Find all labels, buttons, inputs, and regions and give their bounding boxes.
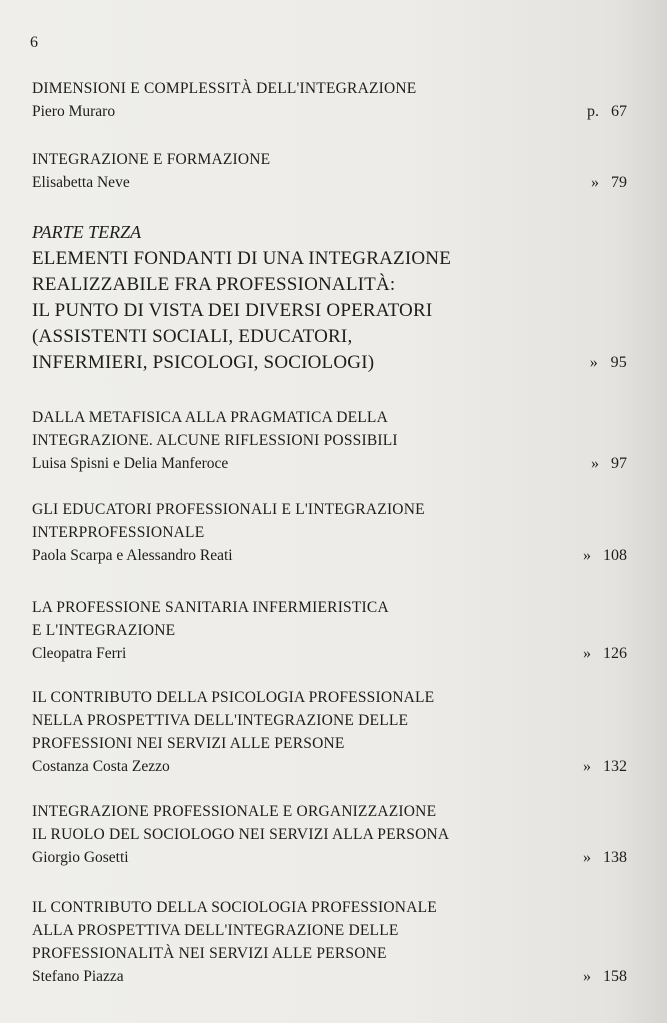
entry-title-line: INTERPROFESSIONALE xyxy=(32,524,205,541)
entry-title-line: NELLA PROSPETTIVA DELL'INTEGRAZIONE DELLE xyxy=(32,712,409,729)
toc-entry xyxy=(32,800,627,869)
entry-author: Piero Muraro xyxy=(32,103,116,120)
part-label: PARTE TERZA xyxy=(32,222,142,242)
part-title-line: REALIZZABILE FRA PROFESSIONALITÀ: xyxy=(32,274,396,295)
entry-page: » 108 xyxy=(583,547,627,564)
entry-title-line: DALLA METAFISICA ALLA PRAGMATICA DELLA xyxy=(32,409,388,426)
part-title-line: ELEMENTI FONDANTI DI UNA INTEGRAZIONE xyxy=(32,248,451,269)
entry-page: » 158 xyxy=(583,968,627,985)
entry-author: Elisabetta Neve xyxy=(32,174,130,191)
toc-entry xyxy=(32,406,627,475)
entry-page: » 79 xyxy=(591,174,627,191)
entry-author: Stefano Piazza xyxy=(32,968,124,985)
entry-title-line: INTEGRAZIONE. ALCUNE RIFLESSIONI POSSIBILI xyxy=(32,432,398,449)
entry-title-line: GLI EDUCATORI PROFESSIONALI E L'INTEGRAZIONE xyxy=(32,501,425,518)
entry-page: » 97 xyxy=(591,455,627,472)
entry-title-line: DIMENSIONI E COMPLESSITÀ DELL'INTEGRAZIONE xyxy=(32,80,417,97)
part-title xyxy=(32,246,627,376)
entry-title-line: INTEGRAZIONE PROFESSIONALE E ORGANIZZAZIONE xyxy=(32,803,437,820)
entry-page: » 138 xyxy=(583,849,627,866)
entry-author: Luisa Spisni e Delia Manferoce xyxy=(32,455,229,472)
entry-title-line: PROFESSIONALITÀ NEI SERVIZI ALLE PERSONE xyxy=(32,945,387,962)
toc-entry xyxy=(32,896,627,988)
part-title-line: (ASSISTENTI SOCIALI, EDUCATORI, xyxy=(32,326,353,347)
entry-author: Costanza Costa Zezzo xyxy=(32,758,170,775)
page-number: 6 xyxy=(30,34,38,51)
entry-title-line: IL RUOLO DEL SOCIOLOGO NEI SERVIZI ALLA PERSONA xyxy=(32,826,450,843)
entry-title-line: PROFESSIONI NEI SERVIZI ALLE PERSONE xyxy=(32,735,345,752)
entry-author: Paola Scarpa e Alessandro Reati xyxy=(32,547,233,564)
entry-title-line: LA PROFESSIONE SANITARIA INFERMIERISTICA xyxy=(32,599,389,616)
part-page: » 95 xyxy=(589,354,627,371)
toc-entry xyxy=(32,686,627,778)
toc-entry xyxy=(32,77,627,123)
entry-title-line: E L'INTEGRAZIONE xyxy=(32,622,176,639)
entry-title-line: IL CONTRIBUTO DELLA SOCIOLOGIA PROFESSIONALE xyxy=(32,899,437,916)
entry-author: Giorgio Gosetti xyxy=(32,849,129,866)
entry-page: » 132 xyxy=(583,758,627,775)
toc-entry xyxy=(32,498,627,567)
part-title-line: INFERMIERI, PSICOLOGI, SOCIOLOGI) xyxy=(32,352,375,373)
toc-entry xyxy=(32,148,627,194)
entry-title-line: ALLA PROSPETTIVA DELL'INTEGRAZIONE DELLE xyxy=(32,922,399,939)
entry-title-line: INTEGRAZIONE E FORMAZIONE xyxy=(32,151,271,168)
entry-page: p. 67 xyxy=(587,103,627,120)
part-title-line: IL PUNTO DI VISTA DEI DIVERSI OPERATORI xyxy=(32,300,433,321)
entry-title-line: IL CONTRIBUTO DELLA PSICOLOGIA PROFESSIONALE xyxy=(32,689,435,706)
toc-entry xyxy=(32,596,627,665)
entry-author: Cleopatra Ferri xyxy=(32,645,127,662)
entry-page: » 126 xyxy=(583,645,627,662)
